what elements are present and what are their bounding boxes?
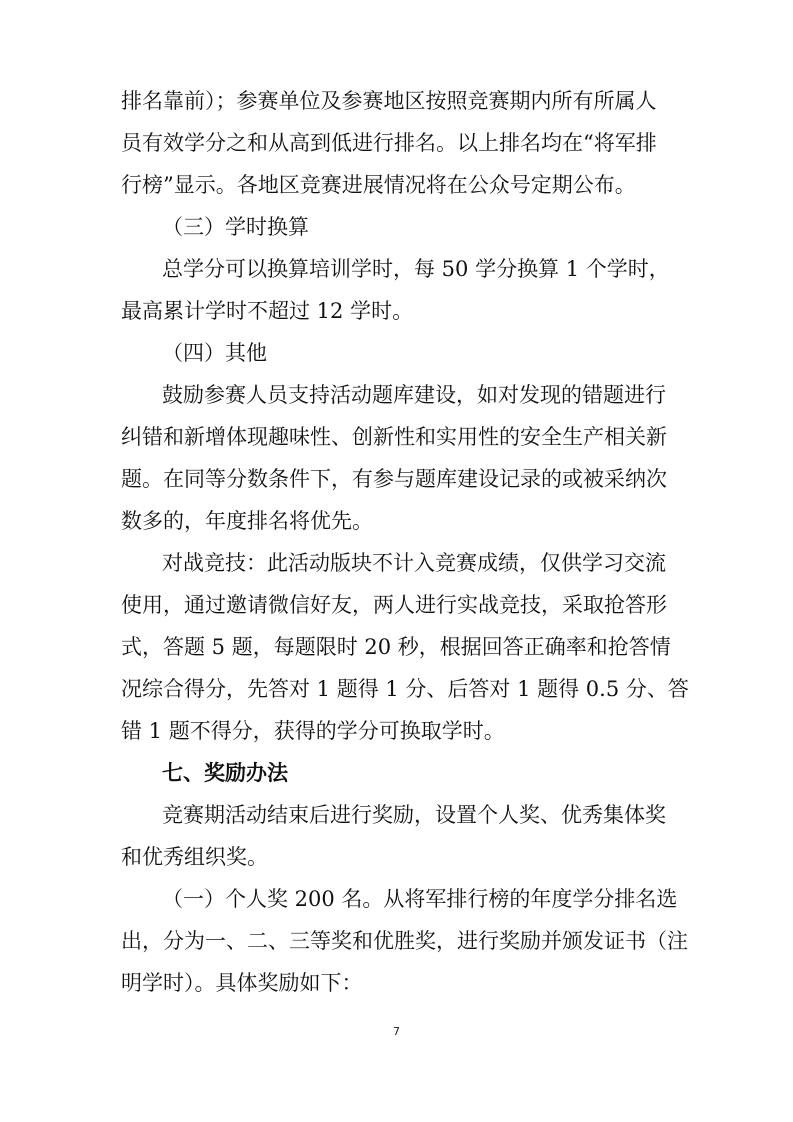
paragraph-line: 行榜”显示。各地区竞赛进展情况将在公众号定期公布。 — [121, 173, 636, 197]
subsection-heading: （三）学时换算 — [162, 215, 309, 239]
paragraph-line: 数多的，年度排名将优先。 — [121, 509, 373, 533]
paragraph-line: （一）个人奖 200 名。从将军排行榜的年度学分排名选 — [162, 887, 678, 911]
paragraph-line: 总学分可以换算培训学时，每 50 学分换算 1 个学时， — [162, 257, 670, 281]
paragraph-line: 错 1 题不得分，获得的学分可换取学时。 — [121, 719, 505, 743]
page-number: 7 — [393, 1025, 400, 1038]
paragraph-line: 题。在同等分数条件下，有参与题库建设记录的或被采纳次 — [121, 467, 667, 491]
section-heading: 七、奖励办法 — [162, 760, 288, 785]
paragraph-line: 最高累计学时不超过 12 学时。 — [121, 299, 414, 323]
paragraph-line: 员有效学分之和从高到低进行排名。以上排名均在“将军排 — [121, 131, 657, 155]
paragraph-line: 出，分为一、二、三等奖和优胜奖，进行奖励并颁发证书（注 — [121, 929, 688, 953]
paragraph-line: 排名靠前）；参赛单位及参赛地区按照竞赛期内所有所属人 — [121, 89, 657, 113]
paragraph-line: 使用，通过邀请微信好友，两人进行实战竞技，采取抢答形 — [121, 593, 667, 617]
paragraph-line: 明学时）。具体奖励如下： — [121, 971, 363, 995]
paragraph-line: 鼓励参赛人员支持活动题库建设，如对发现的错题进行 — [162, 383, 666, 407]
paragraph-line: 对战竞技：此活动版块不计入竞赛成绩，仅供学习交流 — [162, 551, 666, 575]
paragraph-line: 式，答题 5 题，每题限时 20 秒，根据回答正确率和抢答情 — [121, 635, 671, 659]
paragraph-line: 竞赛期活动结束后进行奖励，设置个人奖、优秀集体奖 — [162, 803, 666, 827]
subsection-heading: （四）其他 — [162, 341, 267, 365]
paragraph-line: 况综合得分，先答对 1 题得 1 分、后答对 1 题得 0.5 分、答 — [121, 677, 689, 701]
paragraph-line: 纠错和新增体现趣味性、创新性和实用性的安全生产相关新 — [121, 425, 667, 449]
paragraph-line: 和优秀组织奖。 — [121, 845, 268, 869]
